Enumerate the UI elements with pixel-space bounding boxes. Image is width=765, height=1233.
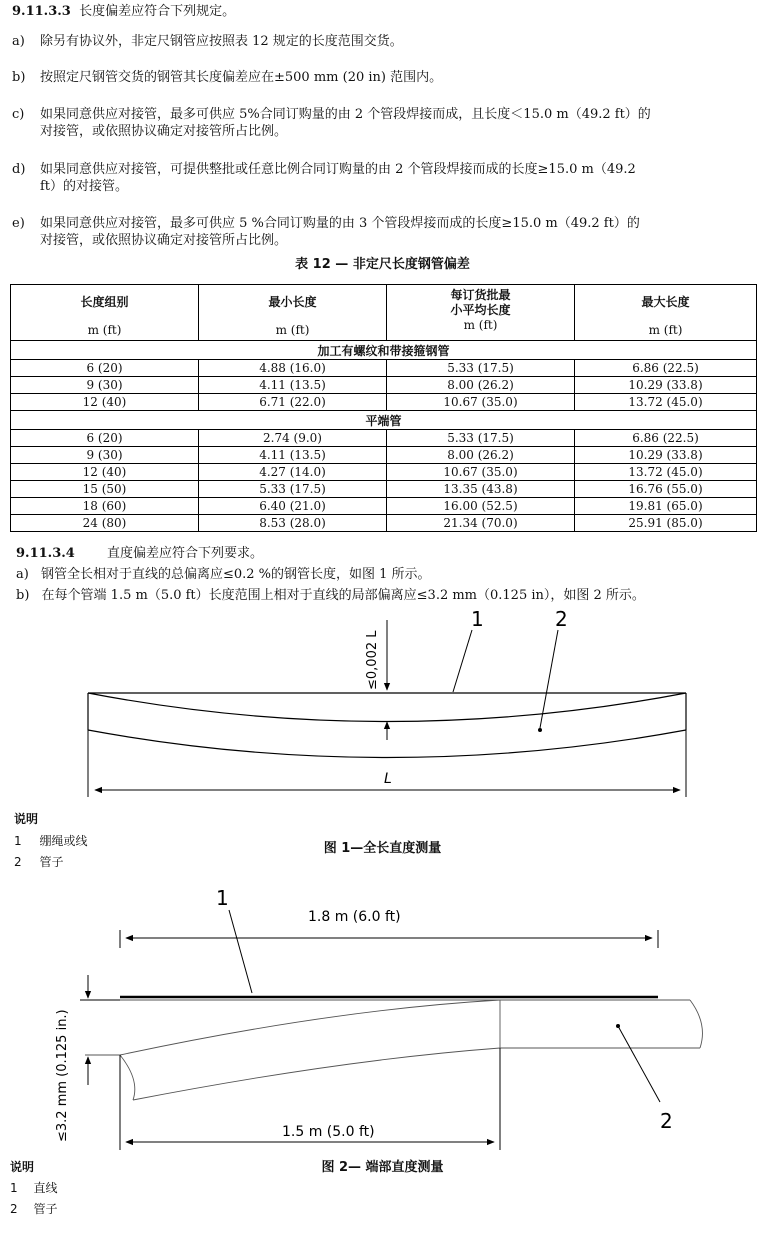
list-text-line1: 如果同意供应对接管，最多可供应 5 %合同订购量的由 3 个管段焊接而成的长度≥15.0 m（49.2 ft）的 [40, 216, 640, 231]
table-cell: 25.91 (85.0) [575, 515, 757, 532]
figure1-legend-title: 说明 [14, 812, 39, 826]
table-cell: 21.34 (70.0) [387, 515, 575, 532]
list-item-e [12, 215, 752, 249]
side-dim-label: ≤3.2 mm (0.125 in.) [55, 1009, 70, 1142]
table-cell: 5.33 (17.5) [387, 360, 575, 377]
legend-text: 管子 [39, 855, 64, 869]
table-cell: 6.40 (21.0) [199, 498, 387, 515]
list-text-line1: 如果同意供应对接管，可提供整批或任意比例合同订购量的由 2 个管段焊接而成的长度≥15.0 m（49.2 [40, 162, 636, 177]
figure2-caption: 图 2— 端部直度测量 [321, 1160, 444, 1175]
section-number: 9.11.3.3 [12, 4, 71, 19]
header-cell [199, 285, 387, 341]
list-text-line1: 如果同意供应对接管，最多可供应 5%合同订购量的由 2 个管段焊接而成，且长度＜15.0 m（49.2 ft）的 [40, 107, 651, 122]
deviation-label: ≤0,002 L [365, 630, 380, 690]
table-cell: 4.88 (16.0) [199, 360, 387, 377]
table-row [11, 430, 757, 447]
table-cell: 19.81 (65.0) [575, 498, 757, 515]
section-heading-9-11-3-4 [16, 545, 263, 562]
list-label: b) [16, 588, 30, 603]
header-unit: m (ft) [275, 323, 310, 337]
figure2-legend-item [10, 1202, 57, 1217]
table-row [11, 447, 757, 464]
header-name: 每订货批最 [450, 288, 511, 302]
table-cell: 8.00 (26.2) [387, 377, 575, 394]
header-unit: m (ft) [87, 323, 122, 337]
group-title: 平端管 [11, 411, 757, 430]
side-dimension [80, 975, 120, 1085]
list-item-b [12, 69, 752, 86]
header-unit: m (ft) [648, 323, 683, 337]
list-item-a [16, 566, 431, 583]
table-cell: 4.27 (14.0) [199, 464, 387, 481]
pipe-shape [85, 1000, 702, 1100]
table-cell: 4.11 (13.5) [199, 377, 387, 394]
legend-text: 绷绳或线 [39, 834, 88, 848]
table-cell: 6.86 (22.5) [575, 360, 757, 377]
table-cell: 6.71 (22.0) [199, 394, 387, 411]
list-label: c) [12, 107, 25, 122]
figure2-end-straightness [0, 880, 765, 1150]
list-text: 按照定尺钢管交货的钢管其长度偏差应在±500 mm (20 in) 范围内。 [40, 70, 443, 85]
header-cell [387, 285, 575, 341]
list-text: 在每个管端 1.5 m（5.0 ft）长度范围上相对于直线的局部偏离应≤3.2 mm（0.125 in），如图 2 所示。 [41, 588, 645, 603]
figure2-legend-title: 说明 [10, 1160, 35, 1174]
table-cell: 4.11 (13.5) [199, 447, 387, 464]
header-name: 长度组别 [80, 295, 129, 309]
list-label: a) [16, 567, 29, 582]
table-cell: 10.29 (33.8) [575, 447, 757, 464]
table-row [11, 360, 757, 377]
callout-1: 1 [471, 607, 484, 631]
figure1-full-length-straightness [0, 600, 765, 805]
table-header-row [11, 285, 757, 341]
list-label: d) [12, 162, 26, 177]
list-text: 除另有协议外，非定尺钢管应按照表 12 规定的长度范围交货。 [40, 34, 403, 49]
list-text-line2: 对接管，或依照协议确定对接管所占比例。 [40, 124, 288, 139]
list-text-line2: ft）的对接管。 [40, 179, 129, 194]
table-cell: 9 (30) [11, 447, 199, 464]
header-name-line2: 小平均长度 [450, 303, 511, 317]
table-cell: 6 (20) [11, 360, 199, 377]
table-cell: 15 (50) [11, 481, 199, 498]
table-cell: 6 (20) [11, 430, 199, 447]
table-cell: 12 (40) [11, 464, 199, 481]
section-title: 直度偏差应符合下列要求。 [106, 546, 263, 561]
table-cell: 16.00 (52.5) [387, 498, 575, 515]
header-name: 最小长度 [268, 295, 317, 309]
legend-number: 1 [10, 1181, 18, 1195]
header-name: 最大长度 [641, 295, 690, 309]
table-cell: 13.72 (45.0) [575, 394, 757, 411]
callout-2: 2 [660, 1109, 673, 1133]
header-cell [11, 285, 199, 341]
table-row [11, 481, 757, 498]
list-item-a [12, 33, 752, 50]
callout-1: 1 [216, 886, 229, 910]
table-cell: 10.29 (33.8) [575, 377, 757, 394]
table-row [11, 515, 757, 532]
section-title: 长度偏差应符合下列规定。 [79, 4, 236, 19]
length-label: L [384, 771, 392, 787]
table-row [11, 394, 757, 411]
list-text: 钢管全长相对于直线的总偏离应≤0.2 %的钢管长度，如图 1 所示。 [40, 567, 431, 582]
section-heading-9-11-3-3 [12, 3, 235, 20]
figure1-legend-item [14, 855, 63, 870]
list-label: a) [12, 34, 25, 49]
table-cell: 9 (30) [11, 377, 199, 394]
figure1-caption: 图 1—全长直度测量 [323, 841, 442, 856]
callout-2-leader [618, 1026, 660, 1102]
table-cell: 10.67 (35.0) [387, 394, 575, 411]
table-cell: 2.74 (9.0) [199, 430, 387, 447]
table-row [11, 377, 757, 394]
legend-number: 1 [14, 834, 22, 848]
section-number: 9.11.3.4 [16, 546, 75, 561]
table-cell: 5.33 (17.5) [387, 430, 575, 447]
legend-number: 2 [10, 1202, 18, 1216]
table-cell: 12 (40) [11, 394, 199, 411]
table-row [11, 464, 757, 481]
table-row [11, 498, 757, 515]
table-caption: 表 12 — 非定尺长度钢管偏差 [295, 257, 470, 272]
table-group-row [11, 341, 757, 360]
table-cell: 13.72 (45.0) [575, 464, 757, 481]
legend-text: 管子 [33, 1202, 58, 1216]
table-cell: 18 (60) [11, 498, 199, 515]
table-cell: 16.76 (55.0) [575, 481, 757, 498]
table-cell: 6.86 (22.5) [575, 430, 757, 447]
table-cell: 5.33 (17.5) [199, 481, 387, 498]
table-cell: 24 (80) [11, 515, 199, 532]
callout-2-dot [538, 728, 542, 732]
header-cell [575, 285, 757, 341]
length-deviation-table [10, 284, 757, 532]
table-cell: 8.00 (26.2) [387, 447, 575, 464]
legend-number: 2 [14, 855, 22, 869]
group-title: 加工有螺纹和带接箍钢管 [11, 341, 757, 360]
table-cell: 8.53 (28.0) [199, 515, 387, 532]
list-label: b) [12, 70, 26, 85]
table-cell: 13.35 (43.8) [387, 481, 575, 498]
header-unit: m (ft) [463, 318, 498, 332]
bottom-dim-label: 1.5 m (5.0 ft) [282, 1124, 375, 1140]
callout-2: 2 [555, 607, 568, 631]
list-text-line2: 对接管，或依照协议确定对接管所占比例。 [40, 233, 288, 248]
list-item-c [12, 106, 752, 140]
callout-1-leader [229, 910, 252, 993]
legend-text: 直线 [33, 1181, 58, 1195]
list-item-d [12, 161, 752, 195]
callout-1-leader [453, 630, 472, 692]
top-dim-label: 1.8 m (6.0 ft) [308, 909, 401, 925]
table-group-row [11, 411, 757, 430]
table-cell: 10.67 (35.0) [387, 464, 575, 481]
list-label: e) [12, 216, 25, 231]
top-dimension [120, 930, 658, 948]
figure2-legend-item [10, 1181, 57, 1196]
